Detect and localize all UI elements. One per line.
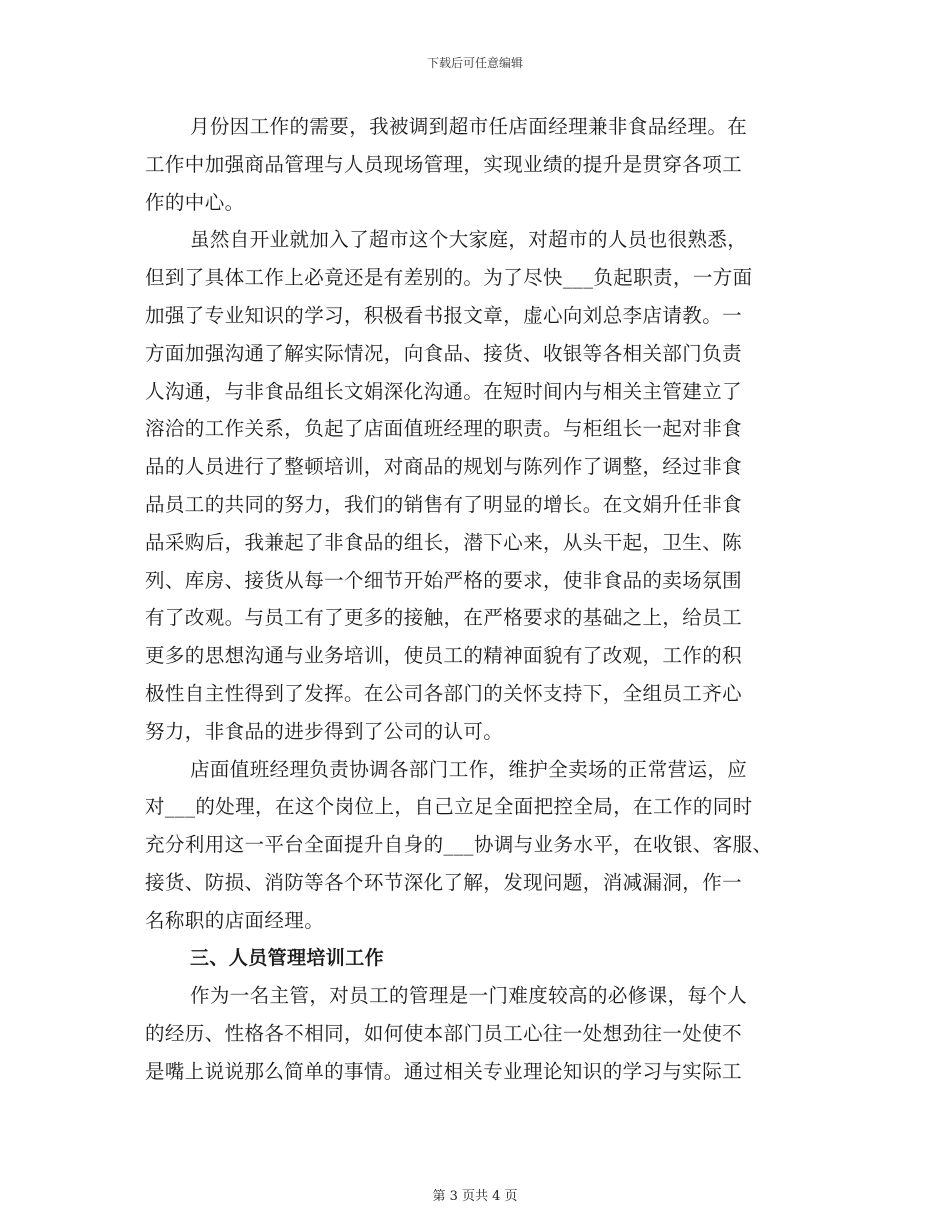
- text-line: 极性自主性得到了发挥。在公司各部门的关怀支持下，全组员工齐心: [145, 681, 743, 705]
- paragraph-4: [145, 977, 815, 1090]
- text-line: 品员工的共同的努力，我们的销售有了明显的增长。在文娟升任非食: [145, 492, 743, 516]
- document-body: [145, 108, 815, 1091]
- paragraph-1: [145, 108, 815, 221]
- text-line: 加强了专业知识的学习，积极看书报文章，虚心向刘总李店请教。一: [145, 303, 743, 327]
- paragraph-3: [145, 751, 815, 940]
- section-heading-text: 三、人员管理培训工作: [190, 946, 385, 969]
- text-line: 名称职的店面经理。: [145, 908, 325, 932]
- text-line: 溶洽的工作关系，负起了店面值班经理的职责。与柜组长一起对非食: [145, 417, 743, 441]
- page-footer: 第 3 页共 4 页: [432, 1189, 518, 1204]
- text-line: 虽然自开业就加入了超市这个大家庭，对超市的人员也很熟悉，: [190, 228, 748, 252]
- text-line: 人沟通，与非食品组长文娟深化沟通。在短时间内与相关主管建立了: [145, 379, 743, 403]
- text-line: 但到了具体工作上必竟还是有差别的。为了尽快___负起职责，一方面: [145, 266, 753, 290]
- text-line: 列、库房、接货从每一个细节开始严格的要求，使非食品的卖场氛围: [145, 568, 743, 592]
- text-line: 有了改观。与员工有了更多的接触，在严格要求的基础之上，给员工: [145, 606, 743, 630]
- text-line: 品的人员进行了整顿培训，对商品的规划与陈列作了调整，经过非食: [145, 455, 743, 479]
- text-line: 月份因工作的需要，我被调到超市任店面经理兼非食品经理。在: [190, 115, 748, 138]
- section-heading: [145, 940, 815, 978]
- text-line: 接货、防损、消防等各个环节深化了解，发现问题，消减漏洞，作一: [145, 870, 743, 894]
- text-line: 品采购后，我兼起了非食品的组长，潜下心来，从头干起，卫生、陈: [145, 530, 743, 554]
- text-line: 作为一名主管，对员工的管理是一门难度较高的必修课，每个人: [190, 984, 748, 1008]
- text-line: 充分利用这一平台全面提升自身的___协调与业务水平，在收银、客服、: [145, 833, 773, 857]
- text-line: 的经历、性格各不相同，如何使本部门员工心往一处想劲往一处使不: [145, 1022, 743, 1046]
- text-line: 对___的处理，在这个岗位上，自己立足全面把控全局，在工作的同时: [145, 795, 753, 819]
- page-header: 下载后可任意编辑: [426, 56, 523, 70]
- text-line: 店面值班经理负责协调各部门工作，维护全卖场的正常营运，应: [190, 757, 748, 781]
- text-line: 努力，非食品的进步得到了公司的认可。: [145, 719, 504, 743]
- text-line: 作的中心。: [145, 190, 245, 214]
- text-line: 是嘴上说说那么简单的事情。通过相关专业理论知识的学习与实际工: [145, 1059, 743, 1083]
- text-line: 工作中加强商品管理与人员现场管理，实现业绩的提升是贯穿各项工: [145, 152, 743, 176]
- text-line: 方面加强沟通了解实际情况，向食品、接货、收银等各相关部门负责: [145, 341, 743, 365]
- paragraph-2: [145, 221, 815, 750]
- text-line: 更多的思想沟通与业务培训，使员工的精神面貌有了改观，工作的积: [145, 644, 743, 668]
